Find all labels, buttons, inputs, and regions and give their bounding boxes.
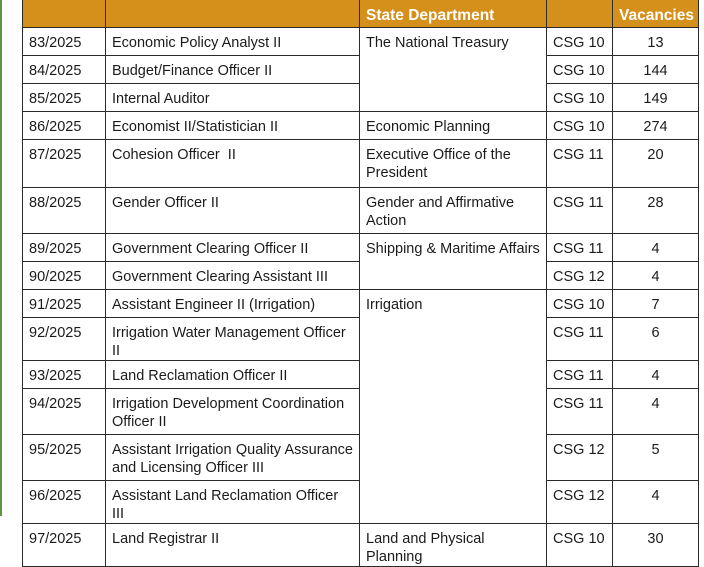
- position-cell: Gender Officer II: [106, 188, 360, 234]
- grade-cell: CSG 11: [547, 389, 613, 435]
- grade-cell: CSG 10: [547, 28, 613, 56]
- grade-cell: CSG 11: [547, 318, 613, 361]
- position-cell: Economic Policy Analyst II: [106, 28, 360, 56]
- vacancies-cell: 144: [613, 56, 699, 84]
- department-cell: Economic Planning: [360, 112, 547, 140]
- position-cell: Government Clearing Assistant III: [106, 262, 360, 290]
- position-cell: Government Clearing Officer II: [106, 234, 360, 262]
- page-margin-line: [0, 0, 2, 516]
- ref-no-cell: 86/2025: [23, 112, 106, 140]
- grade-cell: CSG 12: [547, 262, 613, 290]
- vacancies-cell: 20: [613, 140, 699, 188]
- ref-no-cell: 92/2025: [23, 318, 106, 361]
- vacancies-cell: 28: [613, 188, 699, 234]
- header-ref-no: [23, 0, 106, 28]
- grade-cell: CSG 11: [547, 234, 613, 262]
- ref-no-cell: 90/2025: [23, 262, 106, 290]
- table-header-row: [23, 0, 699, 28]
- ref-no-cell: 85/2025: [23, 84, 106, 112]
- header-grade: [547, 0, 613, 28]
- grade-cell: CSG 11: [547, 188, 613, 234]
- table-row: [23, 112, 699, 140]
- position-cell: Irrigation Development Coordination Officer II: [106, 389, 360, 435]
- ref-no-cell: 97/2025: [23, 524, 106, 567]
- position-cell: Irrigation Water Management Officer II: [106, 318, 360, 361]
- table-row: [23, 234, 699, 262]
- grade-cell: CSG 10: [547, 290, 613, 318]
- table-row: [23, 140, 699, 188]
- position-cell: Internal Auditor: [106, 84, 360, 112]
- vacancies-cell: 4: [613, 389, 699, 435]
- vacancies-cell: 149: [613, 84, 699, 112]
- ref-no-cell: 96/2025: [23, 481, 106, 524]
- table-row: [23, 524, 699, 567]
- position-cell: Assistant Engineer II (Irrigation): [106, 290, 360, 318]
- department-cell: Gender and Affirmative Action: [360, 188, 547, 234]
- department-cell: Land and Physical Planning: [360, 524, 547, 567]
- grade-cell: CSG 10: [547, 524, 613, 567]
- vacancies-cell: 4: [613, 361, 699, 389]
- department-cell: Executive Office of the President: [360, 140, 547, 188]
- header-state-department: State Department: [360, 0, 547, 28]
- vacancies-cell: 13: [613, 28, 699, 56]
- vacancies-cell: 274: [613, 112, 699, 140]
- grade-cell: CSG 10: [547, 84, 613, 112]
- grade-cell: CSG 10: [547, 56, 613, 84]
- position-cell: Assistant Irrigation Quality Assurance and Licensing Officer III: [106, 435, 360, 481]
- vacancies-cell: 6: [613, 318, 699, 361]
- department-cell: Shipping & Maritime Affairs: [360, 234, 547, 290]
- ref-no-cell: 88/2025: [23, 188, 106, 234]
- vacancies-cell: 30: [613, 524, 699, 567]
- department-cell: The National Treasury: [360, 28, 547, 112]
- table-row: [23, 28, 699, 56]
- ref-no-cell: 95/2025: [23, 435, 106, 481]
- grade-cell: CSG 11: [547, 361, 613, 389]
- vacancies-table: [22, 0, 699, 567]
- position-cell: Land Registrar II: [106, 524, 360, 567]
- vacancies-cell: 5: [613, 435, 699, 481]
- header-position: [106, 0, 360, 28]
- grade-cell: CSG 10: [547, 112, 613, 140]
- ref-no-cell: 91/2025: [23, 290, 106, 318]
- vacancies-cell: 7: [613, 290, 699, 318]
- ref-no-cell: 83/2025: [23, 28, 106, 56]
- grade-cell: CSG 12: [547, 435, 613, 481]
- department-cell: Irrigation: [360, 290, 547, 524]
- table-row: [23, 290, 699, 318]
- ref-no-cell: 89/2025: [23, 234, 106, 262]
- ref-no-cell: 93/2025: [23, 361, 106, 389]
- vacancies-cell: 4: [613, 262, 699, 290]
- position-cell: Budget/Finance Officer II: [106, 56, 360, 84]
- table-row: [23, 188, 699, 234]
- grade-cell: CSG 12: [547, 481, 613, 524]
- ref-no-cell: 84/2025: [23, 56, 106, 84]
- position-cell: Economist II/Statistician II: [106, 112, 360, 140]
- vacancies-cell: 4: [613, 481, 699, 524]
- ref-no-cell: 94/2025: [23, 389, 106, 435]
- position-cell: Cohesion Officer II: [106, 140, 360, 188]
- ref-no-cell: 87/2025: [23, 140, 106, 188]
- header-vacancies: Vacancies: [613, 0, 699, 28]
- vacancies-cell: 4: [613, 234, 699, 262]
- grade-cell: CSG 11: [547, 140, 613, 188]
- position-cell: Land Reclamation Officer II: [106, 361, 360, 389]
- position-cell: Assistant Land Reclamation Officer III: [106, 481, 360, 524]
